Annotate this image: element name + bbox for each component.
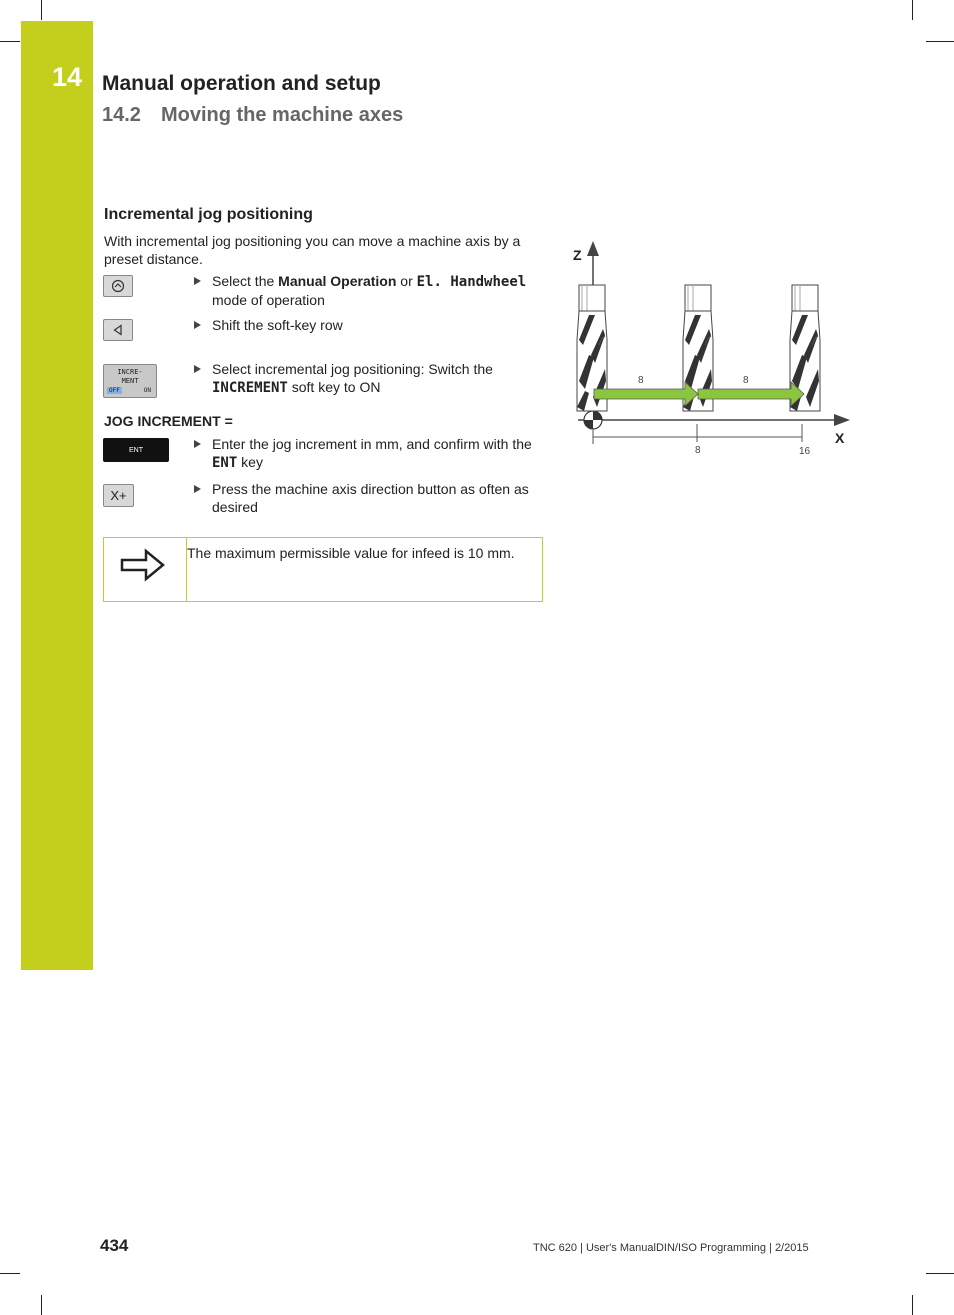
step-shift-softkey-row: Shift the soft-key row [212,316,544,334]
x-axis-arrowhead [834,414,850,426]
step-switch-increment: Select incremental jog positioning: Switch the INCREMENT soft key to ON [212,360,544,397]
softkey-shift-key[interactable] [103,319,133,341]
increment-softkey[interactable] [103,364,157,398]
softkey-label-line2: MENT [121,377,139,385]
tick-label-8: 8 [695,445,701,456]
crop-mark [926,1273,954,1274]
crop-mark [912,1295,913,1315]
crop-mark [41,0,42,20]
manual-operation-icon [111,279,125,293]
increment-arrow [594,382,698,406]
arrow-label-8: 8 [743,375,749,386]
increment-term: INCREMENT [212,380,288,396]
note-text: The maximum permissible value for infeed is 10 mm. [187,545,515,561]
crop-mark [0,41,20,42]
tick-label-16: 16 [799,446,811,457]
softkey-off-indicator: OFF [109,387,120,394]
footer-text: TNC 620 | User's ManualDIN/ISO Programming | 2/2015 [533,1242,809,1254]
section-number: 14.2 [102,104,141,126]
origin-symbol [584,411,602,429]
jog-figure [570,238,856,468]
page-number: 434 [100,1236,129,1255]
chapter-number: 14 [52,62,83,92]
step-select-mode: Select the Manual Operation or El. Handwheel mode of operation [212,272,544,309]
subsection-heading: Incremental jog positioning [104,206,313,223]
jog-increment-label: JOG INCREMENT = [104,413,233,429]
z-axis-label: Z [573,247,582,263]
section-title-text: Moving the machine axes [160,104,404,126]
softkey-on-indicator: ON [143,387,151,394]
x-plus-axis-key[interactable] [103,484,134,507]
crop-mark [0,1273,20,1274]
ent-key-label: ENT [129,446,143,454]
manual-operation-term: Manual Operation [278,273,397,289]
crop-mark [41,1295,42,1315]
axis-key-label: X+ [110,488,127,503]
arrow-label-8: 8 [638,375,644,386]
manual-operation-key[interactable] [103,275,133,297]
el-handwheel-term: El. Handwheel [416,274,527,290]
section-title [102,104,403,127]
crop-mark [912,0,913,20]
arrow-right-icon [120,547,166,583]
intro-paragraph: With incremental jog positioning you can move a machine axis by a preset distance. [104,233,521,267]
ent-key[interactable] [103,438,169,462]
crop-mark [926,41,954,42]
chapter-sidebar [21,21,93,970]
step-press-axis-button: Press the machine axis direction button as often as desired [212,480,544,516]
chapter-title: Manual operation and setup [102,72,381,95]
softkey-label-line1: INCRE- [117,368,143,376]
increment-arrow [698,382,804,406]
triangle-left-icon [112,324,124,336]
step-enter-increment: Enter the jog increment in mm, and confirm with the ENT key [212,435,544,472]
z-axis-arrowhead [587,241,599,256]
note-box [103,537,543,602]
x-axis-label: X [835,430,845,446]
ent-term: ENT [212,455,238,471]
